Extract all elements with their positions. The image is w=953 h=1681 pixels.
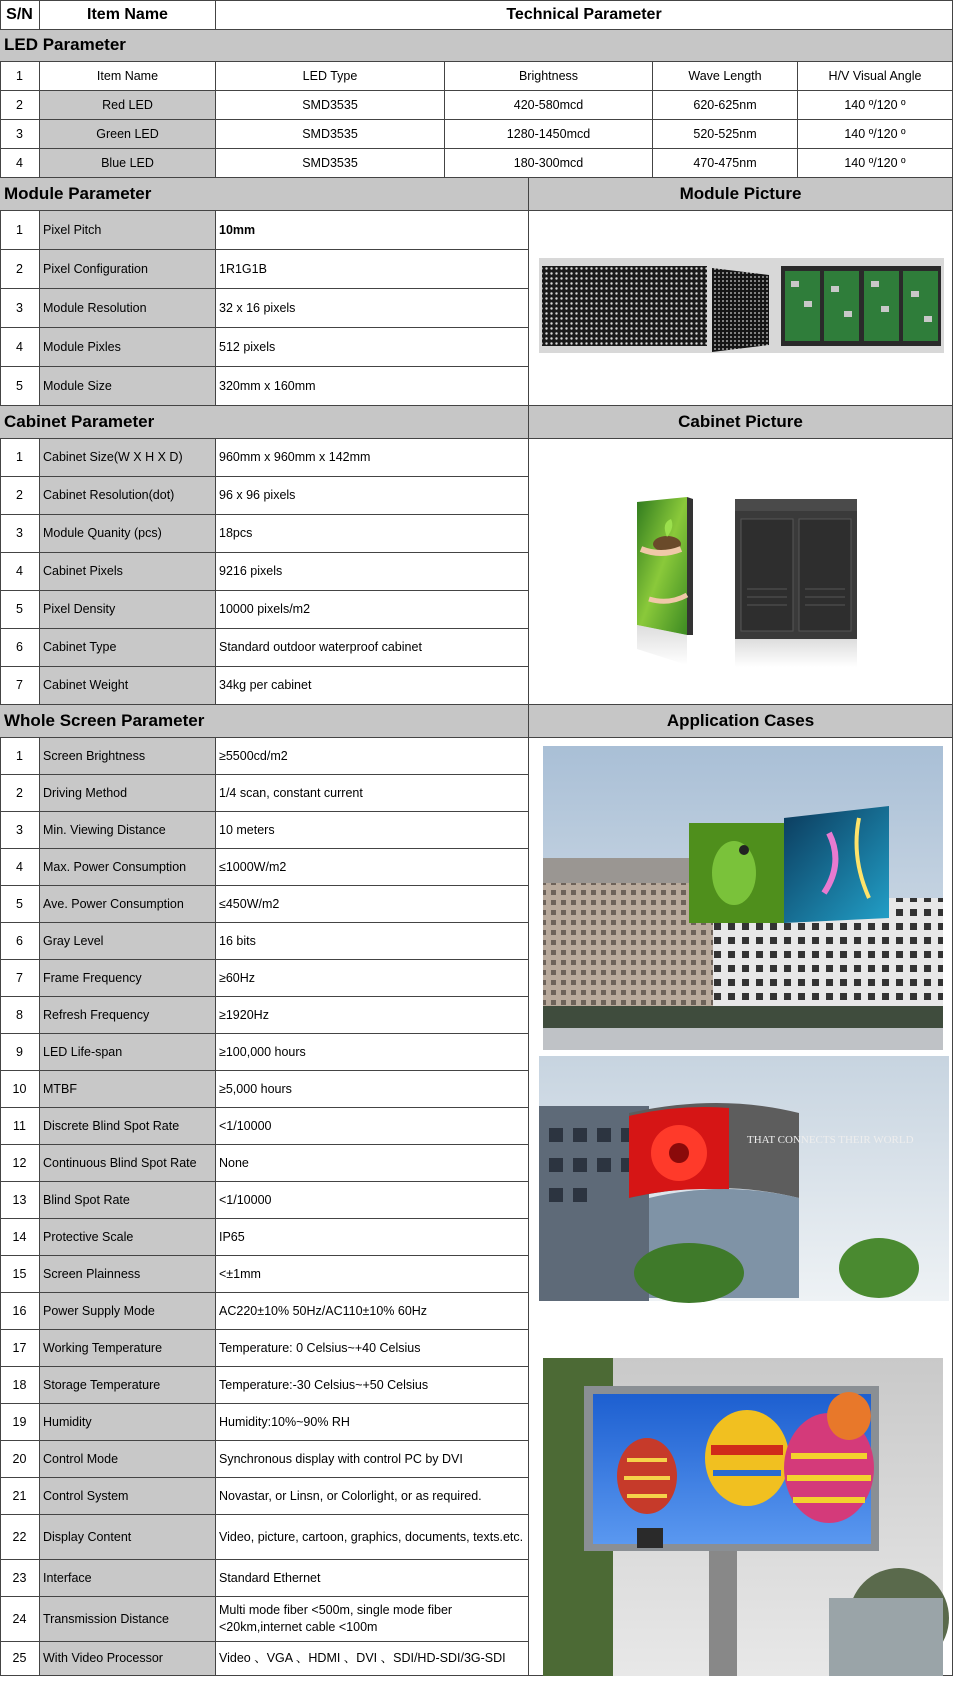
led-column-header: Brightness (445, 62, 653, 91)
screen-param-name: With Video Processor (40, 1642, 216, 1676)
screen-row-number: 15 (0, 1256, 40, 1293)
screen-param-name: Screen Brightness (40, 738, 216, 775)
screen-param-value: Synchronous display with control PC by DVI (216, 1441, 529, 1478)
screen-param-name: Working Temperature (40, 1330, 216, 1367)
screen-param-name: Storage Temperature (40, 1367, 216, 1404)
screen-row-number: 2 (0, 775, 40, 812)
screen-row-number: 9 (0, 1034, 40, 1071)
cabinet-param-name: Cabinet Resolution(dot) (40, 477, 216, 515)
billboard-text: THAT CONNECTS THEIR WORLD (747, 1134, 914, 1146)
cabinet-row-number: 7 (0, 667, 40, 705)
screen-param-name: Continuous Blind Spot Rate (40, 1145, 216, 1182)
screen-param-value: Temperature:-30 Celsius~+50 Celsius (216, 1367, 529, 1404)
application-photos (529, 738, 953, 1676)
led-name: Blue LED (40, 149, 216, 178)
screen-param-value: <1/10000 (216, 1108, 529, 1145)
screen-param-name: Humidity (40, 1404, 216, 1441)
screen-param-value: Multi mode fiber <500m, single mode fiber <20km,internet cable <100m (216, 1597, 529, 1642)
led-visual-angle: 140 º/120 º (798, 149, 953, 178)
screen-row-number: 6 (0, 923, 40, 960)
module-param-name: Pixel Configuration (40, 250, 216, 289)
screen-row-number: 24 (0, 1597, 40, 1642)
cabinet-row-number: 4 (0, 553, 40, 591)
led-visual-angle: 140 º/120 º (798, 120, 953, 149)
screen-param-value: 1/4 scan, constant current (216, 775, 529, 812)
cabinet-param-value: 34kg per cabinet (216, 667, 529, 705)
screen-param-value: Video, picture, cartoon, graphics, documents, texts.etc. (216, 1515, 529, 1560)
screen-param-name: Refresh Frequency (40, 997, 216, 1034)
screen-row-number: 3 (0, 812, 40, 849)
led-parameter-title: LED Parameter (0, 30, 953, 62)
module-row-number: 4 (0, 328, 40, 367)
cabinet-param-name: Cabinet Weight (40, 667, 216, 705)
screen-row-number: 14 (0, 1219, 40, 1256)
screen-param-value: AC220±10% 50Hz/AC110±10% 60Hz (216, 1293, 529, 1330)
screen-param-value: Video 、VGA 、HDMI 、DVI 、SDI/HD-SDI/3G-SDI (216, 1642, 529, 1676)
led-brightness: 1280-1450mcd (445, 120, 653, 149)
screen-param-value: ≥60Hz (216, 960, 529, 997)
module-param-name: Module Resolution (40, 289, 216, 328)
module-row-number: 2 (0, 250, 40, 289)
screen-param-name: Discrete Blind Spot Rate (40, 1108, 216, 1145)
screen-param-value: ≤1000W/m2 (216, 849, 529, 886)
led-wave-length: 620-625nm (653, 91, 798, 120)
led-type: SMD3535 (216, 149, 445, 178)
led-column-header: Wave Length (653, 62, 798, 91)
screen-row-number: 19 (0, 1404, 40, 1441)
cabinet-row-number: 6 (0, 629, 40, 667)
module-param-value: 1R1G1B (216, 250, 529, 289)
led-visual-angle: 140 º/120 º (798, 91, 953, 120)
led-type: SMD3535 (216, 91, 445, 120)
sn-header: S/N (0, 0, 40, 30)
cabinet-photo (529, 439, 953, 705)
cabinet-picture-title: Cabinet Picture (529, 406, 953, 439)
module-row-number: 5 (0, 367, 40, 406)
module-param-value: 320mm x 160mm (216, 367, 529, 406)
module-picture (529, 211, 953, 406)
module-row-number: 1 (0, 211, 40, 250)
screen-row-number: 23 (0, 1560, 40, 1597)
screen-row-number: 4 (0, 849, 40, 886)
screen-param-name: Blind Spot Rate (40, 1182, 216, 1219)
cabinet-param-value: 96 x 96 pixels (216, 477, 529, 515)
cabinet-param-value: 18pcs (216, 515, 529, 553)
module-param-name: Pixel Pitch (40, 211, 216, 250)
screen-row-number: 5 (0, 886, 40, 923)
screen-param-value: ≥5500cd/m2 (216, 738, 529, 775)
cabinet-param-value: 10000 pixels/m2 (216, 591, 529, 629)
led-row-number: 2 (0, 91, 40, 120)
led-column-header: Item Name (40, 62, 216, 91)
cabinet-param-value: Standard outdoor waterproof cabinet (216, 629, 529, 667)
application-cases-pictures (529, 738, 953, 1676)
screen-row-number: 18 (0, 1367, 40, 1404)
cabinet-row-number: 3 (0, 515, 40, 553)
cabinet-param-name: Pixel Density (40, 591, 216, 629)
technical-parameter-header: Technical Parameter (216, 0, 953, 30)
led-row-number: 4 (0, 149, 40, 178)
screen-row-number: 8 (0, 997, 40, 1034)
screen-param-name: Protective Scale (40, 1219, 216, 1256)
screen-row-number: 25 (0, 1642, 40, 1676)
screen-param-value: Temperature: 0 Celsius~+40 Celsius (216, 1330, 529, 1367)
screen-param-value: ≥1920Hz (216, 997, 529, 1034)
led-name: Green LED (40, 120, 216, 149)
screen-row-number: 11 (0, 1108, 40, 1145)
cabinet-param-name: Cabinet Pixels (40, 553, 216, 591)
screen-row-number: 22 (0, 1515, 40, 1560)
led-wave-length: 470-475nm (653, 149, 798, 178)
screen-param-value: ≤450W/m2 (216, 886, 529, 923)
screen-param-value: 10 meters (216, 812, 529, 849)
led-wave-length: 520-525nm (653, 120, 798, 149)
screen-param-value: Standard Ethernet (216, 1560, 529, 1597)
cabinet-row-number: 5 (0, 591, 40, 629)
screen-param-value: Novastar, or Linsn, or Colorlight, or as required. (216, 1478, 529, 1515)
screen-param-value: Humidity:10%~90% RH (216, 1404, 529, 1441)
screen-param-name: Control Mode (40, 1441, 216, 1478)
led-column-header: H/V Visual Angle (798, 62, 953, 91)
screen-param-name: Control System (40, 1478, 216, 1515)
screen-param-name: Frame Frequency (40, 960, 216, 997)
screen-param-name: Display Content (40, 1515, 216, 1560)
module-param-name: Module Pixles (40, 328, 216, 367)
screen-param-name: Screen Plainness (40, 1256, 216, 1293)
whole-screen-parameter-title: Whole Screen Parameter (0, 705, 529, 738)
screen-param-value: <±1mm (216, 1256, 529, 1293)
cabinet-param-name: Cabinet Size(W X H X D) (40, 439, 216, 477)
led-name: Red LED (40, 91, 216, 120)
screen-row-number: 13 (0, 1182, 40, 1219)
item-name-header: Item Name (40, 0, 216, 30)
screen-param-value: ≥5,000 hours (216, 1071, 529, 1108)
cabinet-row-number: 1 (0, 439, 40, 477)
screen-param-name: Ave. Power Consumption (40, 886, 216, 923)
module-picture-title: Module Picture (529, 178, 953, 211)
screen-param-name: Min. Viewing Distance (40, 812, 216, 849)
module-row-number: 3 (0, 289, 40, 328)
screen-row-number: 16 (0, 1293, 40, 1330)
screen-param-name: Driving Method (40, 775, 216, 812)
cabinet-parameter-title: Cabinet Parameter (0, 406, 529, 439)
screen-row-number: 21 (0, 1478, 40, 1515)
screen-param-value: 16 bits (216, 923, 529, 960)
led-row-number: 1 (0, 62, 40, 91)
screen-param-name: Transmission Distance (40, 1597, 216, 1642)
led-type: SMD3535 (216, 120, 445, 149)
screen-row-number: 12 (0, 1145, 40, 1182)
led-brightness: 420-580mcd (445, 91, 653, 120)
screen-param-name: LED Life-span (40, 1034, 216, 1071)
screen-row-number: 1 (0, 738, 40, 775)
screen-param-name: Gray Level (40, 923, 216, 960)
cabinet-param-value: 960mm x 960mm x 142mm (216, 439, 529, 477)
screen-row-number: 20 (0, 1441, 40, 1478)
screen-param-value: ≥100,000 hours (216, 1034, 529, 1071)
screen-param-name: Power Supply Mode (40, 1293, 216, 1330)
screen-param-value: IP65 (216, 1219, 529, 1256)
screen-param-value: None (216, 1145, 529, 1182)
module-param-value: 512 pixels (216, 328, 529, 367)
module-param-value: 10mm (216, 211, 529, 250)
screen-param-name: Max. Power Consumption (40, 849, 216, 886)
screen-param-value: <1/10000 (216, 1182, 529, 1219)
screen-param-name: MTBF (40, 1071, 216, 1108)
screen-row-number: 7 (0, 960, 40, 997)
led-row-number: 3 (0, 120, 40, 149)
cabinet-param-name: Module Quanity (pcs) (40, 515, 216, 553)
cabinet-param-value: 9216 pixels (216, 553, 529, 591)
led-column-header: LED Type (216, 62, 445, 91)
module-parameter-title: Module Parameter (0, 178, 529, 211)
cabinet-picture (529, 439, 953, 705)
screen-row-number: 10 (0, 1071, 40, 1108)
led-brightness: 180-300mcd (445, 149, 653, 178)
module-photo (529, 211, 953, 406)
application-cases-title: Application Cases (529, 705, 953, 738)
cabinet-row-number: 2 (0, 477, 40, 515)
screen-row-number: 17 (0, 1330, 40, 1367)
module-param-name: Module Size (40, 367, 216, 406)
module-param-value: 32 x 16 pixels (216, 289, 529, 328)
screen-param-name: Interface (40, 1560, 216, 1597)
cabinet-param-name: Cabinet Type (40, 629, 216, 667)
